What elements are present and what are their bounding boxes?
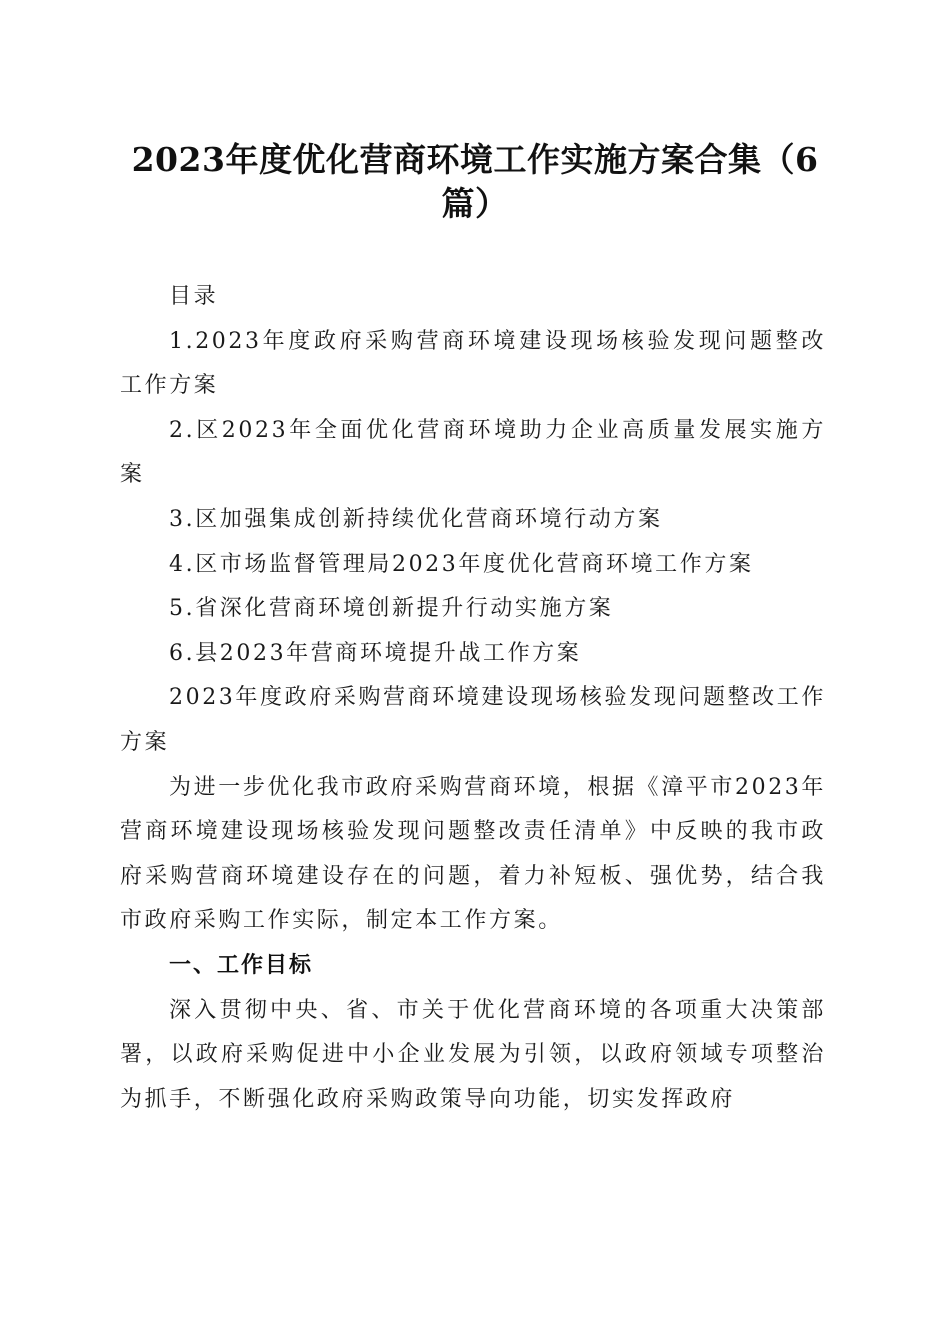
- section-paragraph-work-goals: 深入贯彻中央、省、市关于优化营商环境的各项重大决策部署，以政府采购促进中小企业发展为引领，以政府领域专项整治为抓手，不断强化政府采购政策导向功能，切实发挥政府: [120, 997, 826, 1112]
- section-heading-work-goals: 一、工作目标: [169, 952, 314, 978]
- toc-item-6: 6.县2023年营商环境提升战工作方案: [169, 640, 582, 666]
- toc-item-3: 3.区加强集成创新持续优化营商环境行动方案: [169, 506, 663, 532]
- article-title: 2023年度政府采购营商环境建设现场核验发现问题整改工作方案: [120, 685, 826, 755]
- document-body: [120, 275, 826, 1122]
- toc-heading: 目录: [169, 284, 219, 309]
- toc-item-1: 1.2023年度政府采购营商环境建设现场核验发现问题整改工作方案: [120, 328, 826, 399]
- article-intro-paragraph: 为进一步优化我市政府采购营商环境，根据《漳平市2023年营商环境建设现场核验发现问题整改责任清单》中反映的我市政府采购营商环境建设存在的问题，着力补短板、强优势，结合我市政府采购工作实际，制定本工作方案。: [120, 774, 826, 934]
- document-title: 2023年度优化营商环境工作实施方案合集（6篇）: [131, 140, 819, 223]
- toc-item-5: 5.省深化营商环境创新提升行动实施方案: [169, 596, 614, 622]
- toc-item-4: 4.区市场监督管理局2023年度优化营商环境工作方案: [169, 551, 754, 577]
- toc-item-2: 2.区2023年全面优化营商环境助力企业高质量发展实施方案: [120, 417, 826, 488]
